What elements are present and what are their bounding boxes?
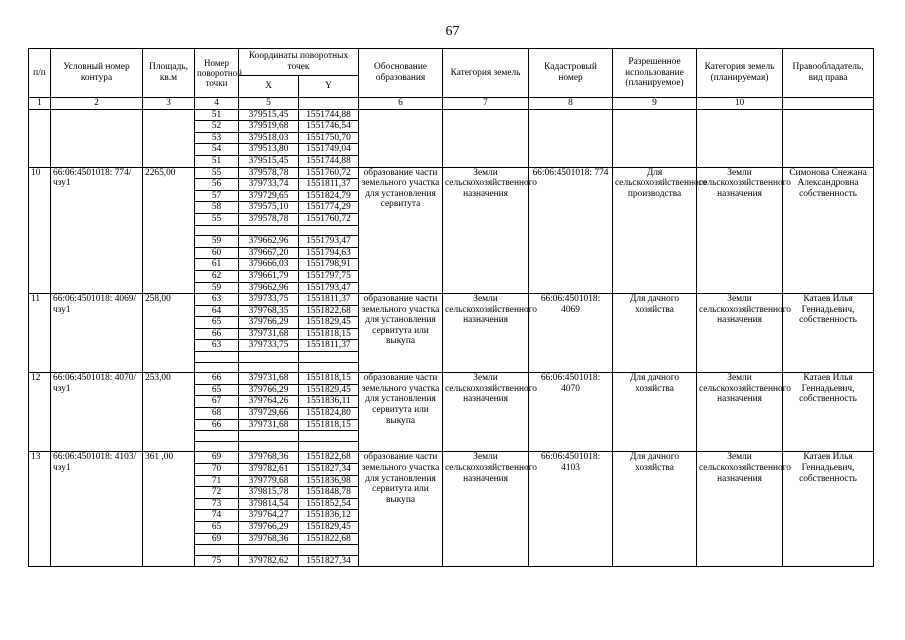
point-number-cell: 72 <box>195 487 239 499</box>
header-coordinates: Координаты поворотных точек <box>239 49 359 76</box>
header-area: Площадь, кв.м <box>143 49 195 98</box>
point-number-cell: 69 <box>195 533 239 545</box>
column-number: 2 <box>51 98 143 110</box>
coord-x-cell: 379575,10 <box>239 202 299 214</box>
point-number-cell: 70 <box>195 464 239 476</box>
point-number-cell: 51 <box>195 109 239 121</box>
coord-x-cell <box>239 545 299 556</box>
point-number-cell <box>195 225 239 236</box>
point-number-cell: 60 <box>195 247 239 259</box>
permitted-use-cell: Для сельскохозяйственного производства <box>613 167 697 294</box>
table-row <box>29 294 874 306</box>
basis-cell: образование части земельного участка для установления сервитута <box>359 167 443 294</box>
coord-y-cell: 1551818,15 <box>299 419 359 431</box>
coord-y-cell: 1551760,72 <box>299 167 359 179</box>
point-number-cell: 64 <box>195 305 239 317</box>
coord-y-cell: 1551829,45 <box>299 521 359 533</box>
coord-y-cell: 1551852,54 <box>299 498 359 510</box>
coord-x-cell: 379667,20 <box>239 247 299 259</box>
point-number-cell <box>195 362 239 373</box>
coord-x-cell: 379578,78 <box>239 213 299 225</box>
area-cell: 253,00 <box>143 373 195 452</box>
point-number-cell: 65 <box>195 521 239 533</box>
coord-x-cell: 379515,45 <box>239 109 299 121</box>
point-number-cell <box>195 431 239 442</box>
coord-x-cell: 379764,27 <box>239 510 299 522</box>
coord-y-cell: 1551750,70 <box>299 132 359 144</box>
coord-y-cell: 1551811,37 <box>299 294 359 306</box>
column-number: 6 <box>359 98 443 110</box>
owner-cell: Катаев Илья Геннадьевич, собственность <box>783 294 874 373</box>
coord-y-cell: 1551836,98 <box>299 475 359 487</box>
point-number-cell: 66 <box>195 328 239 340</box>
point-number-cell: 63 <box>195 294 239 306</box>
coord-y-cell: 1551818,15 <box>299 328 359 340</box>
coord-y-cell: 1551818,15 <box>299 373 359 385</box>
column-number: 7 <box>443 98 529 110</box>
coord-x-cell: 379782,61 <box>239 464 299 476</box>
contour-cell: 66:06:4501018: 4069/чзу1 <box>51 294 143 373</box>
permitted-use-cell <box>613 109 697 167</box>
coord-x-cell: 379766,29 <box>239 317 299 329</box>
land-category-cell <box>443 109 529 167</box>
row-number-cell: 13 <box>29 452 51 567</box>
coord-y-cell: 1551749,04 <box>299 144 359 156</box>
point-number-cell: 55 <box>195 167 239 179</box>
point-number-cell: 59 <box>195 282 239 294</box>
coord-x-cell <box>239 441 299 452</box>
point-number-cell: 55 <box>195 213 239 225</box>
point-number-cell: 66 <box>195 373 239 385</box>
point-number-cell: 66 <box>195 419 239 431</box>
coord-y-cell: 1551798,91 <box>299 259 359 271</box>
owner-cell: Катаев Илья Геннадьевич, собственность <box>783 373 874 452</box>
contour-cell: 66:06:4501018: 4070/чзу1 <box>51 373 143 452</box>
coord-y-cell: 1551744,88 <box>299 155 359 167</box>
coord-y-cell: 1551824,79 <box>299 190 359 202</box>
coord-x-cell: 379662,96 <box>239 282 299 294</box>
table-header <box>29 49 874 98</box>
row-number-cell: 11 <box>29 294 51 373</box>
area-cell: 361 ,00 <box>143 452 195 567</box>
coord-y-cell <box>299 352 359 363</box>
cadastral-number-cell: 66:06:4501018: 4069 <box>529 294 613 373</box>
land-category-cell: Земли сельскохозяйственного назначения <box>443 167 529 294</box>
point-number-cell <box>195 352 239 363</box>
column-number: 3 <box>143 98 195 110</box>
permitted-use-cell: Для дачного хозяйства <box>613 294 697 373</box>
area-cell: 258,00 <box>143 294 195 373</box>
header-land-category: Категория земель <box>443 49 529 98</box>
coord-x-cell: 379733,75 <box>239 340 299 352</box>
header-owner: Правообладатель, вид права <box>783 49 874 98</box>
land-category-cell: Земли сельскохозяйственного назначения <box>443 373 529 452</box>
header-point-number: Номер поворотной точки <box>195 49 239 98</box>
coord-x-cell <box>239 225 299 236</box>
basis-cell: образование части земельного участка для установления сервитута или выкупа <box>359 373 443 452</box>
coord-x-cell: 379662,96 <box>239 236 299 248</box>
coord-y-cell <box>299 441 359 452</box>
table-row <box>29 109 874 121</box>
planned-category-cell <box>697 109 783 167</box>
coord-x-cell: 379768,36 <box>239 452 299 464</box>
coord-y-cell: 1551827,34 <box>299 464 359 476</box>
header-pp: п/п <box>29 49 51 98</box>
coord-x-cell: 379814,54 <box>239 498 299 510</box>
coord-x-cell: 379766,29 <box>239 521 299 533</box>
column-number-row <box>29 98 874 110</box>
coord-x-cell: 379729,65 <box>239 190 299 202</box>
coord-x-cell: 379779,68 <box>239 475 299 487</box>
coord-y-cell: 1551822,68 <box>299 305 359 317</box>
cadastral-number-cell: 66:06:4501018: 4103 <box>529 452 613 567</box>
coord-x-cell: 379768,35 <box>239 305 299 317</box>
point-number-cell: 56 <box>195 179 239 191</box>
header-permitted-use: Разрешенное использование (планируемое) <box>613 49 697 98</box>
table-row <box>29 373 874 385</box>
area-cell <box>143 109 195 167</box>
coord-x-cell: 379519,68 <box>239 121 299 133</box>
coord-y-cell: 1551793,47 <box>299 236 359 248</box>
coord-y-cell: 1551848,78 <box>299 487 359 499</box>
basis-cell: образование части земельного участка для установления сервитута или выкупа <box>359 294 443 373</box>
row-number-cell: 10 <box>29 167 51 294</box>
coord-y-cell: 1551824,80 <box>299 408 359 420</box>
header-basis: Обоснование образования <box>359 49 443 98</box>
coord-y-cell: 1551774,29 <box>299 202 359 214</box>
area-cell: 2265,00 <box>143 167 195 294</box>
coord-x-cell: 379768,36 <box>239 533 299 545</box>
column-number: 4 <box>195 98 239 110</box>
point-number-cell: 61 <box>195 259 239 271</box>
column-number: 1 <box>29 98 51 110</box>
point-number-cell: 54 <box>195 144 239 156</box>
coord-x-cell: 379666,03 <box>239 259 299 271</box>
planned-category-cell: Земли сельскохозяйственного назначения <box>697 167 783 294</box>
column-number <box>783 98 874 110</box>
point-number-cell: 59 <box>195 236 239 248</box>
column-number: 9 <box>613 98 697 110</box>
point-number-cell: 63 <box>195 340 239 352</box>
column-number: 5 <box>239 98 299 110</box>
point-number-cell: 68 <box>195 408 239 420</box>
table-row <box>29 452 874 464</box>
column-number: 10 <box>697 98 783 110</box>
coord-x-cell: 379731,68 <box>239 373 299 385</box>
table-body <box>29 98 874 567</box>
coord-x-cell: 379764,26 <box>239 396 299 408</box>
basis-cell <box>359 109 443 167</box>
point-number-cell: 71 <box>195 475 239 487</box>
coord-x-cell: 379733,75 <box>239 294 299 306</box>
header-y: Y <box>299 76 359 98</box>
table-row <box>29 167 874 179</box>
contour-cell: 66:06:4501018: 4103/чзу1 <box>51 452 143 567</box>
coord-y-cell: 1551794,63 <box>299 247 359 259</box>
coord-x-cell: 379661,79 <box>239 270 299 282</box>
coord-x-cell: 379766,29 <box>239 384 299 396</box>
coord-x-cell: 379513,80 <box>239 144 299 156</box>
point-number-cell: 62 <box>195 270 239 282</box>
coord-y-cell: 1551829,45 <box>299 317 359 329</box>
header-contour: Условный номер контура <box>51 49 143 98</box>
coord-y-cell: 1551822,68 <box>299 452 359 464</box>
point-number-cell: 73 <box>195 498 239 510</box>
coord-x-cell <box>239 431 299 442</box>
header-planned-category: Категория земель (планируемая) <box>697 49 783 98</box>
coord-y-cell <box>299 431 359 442</box>
owner-cell <box>783 109 874 167</box>
point-number-cell: 52 <box>195 121 239 133</box>
coord-x-cell <box>239 352 299 363</box>
coord-y-cell: 1551829,45 <box>299 384 359 396</box>
coord-x-cell: 379815,78 <box>239 487 299 499</box>
land-category-cell: Земли сельскохозяйственного назначения <box>443 294 529 373</box>
point-number-cell: 74 <box>195 510 239 522</box>
coord-y-cell: 1551811,37 <box>299 340 359 352</box>
column-number <box>299 98 359 110</box>
point-number-cell: 65 <box>195 384 239 396</box>
header-cadastral-number: Кадастровый номер <box>529 49 613 98</box>
coord-y-cell: 1551746,54 <box>299 121 359 133</box>
column-number: 8 <box>529 98 613 110</box>
cadastral-number-cell: 66:06:4501018: 4070 <box>529 373 613 452</box>
header-x: X <box>239 76 299 98</box>
coord-y-cell: 1551822,68 <box>299 533 359 545</box>
coord-y-cell <box>299 225 359 236</box>
coord-y-cell <box>299 545 359 556</box>
point-number-cell <box>195 441 239 452</box>
coord-x-cell: 379578,78 <box>239 167 299 179</box>
coord-x-cell: 379731,68 <box>239 419 299 431</box>
permitted-use-cell: Для дачного хозяйства <box>613 373 697 452</box>
coord-x-cell <box>239 362 299 373</box>
planned-category-cell: Земли сельскохозяйственного назначения <box>697 373 783 452</box>
permitted-use-cell: Для дачного хозяйства <box>613 452 697 567</box>
coord-y-cell: 1551836,11 <box>299 396 359 408</box>
coord-y-cell: 1551793,47 <box>299 282 359 294</box>
point-number-cell: 57 <box>195 190 239 202</box>
land-parcel-table <box>28 48 874 567</box>
contour-cell <box>51 109 143 167</box>
coord-y-cell: 1551827,34 <box>299 555 359 567</box>
coord-y-cell <box>299 362 359 373</box>
coord-y-cell: 1551744,88 <box>299 109 359 121</box>
cadastral-number-cell: 66:06:4501018: 774 <box>529 167 613 294</box>
coord-y-cell: 1551797,75 <box>299 270 359 282</box>
owner-cell: Симонова Снежана Александровна собственность <box>783 167 874 294</box>
point-number-cell: 58 <box>195 202 239 214</box>
coord-x-cell: 379782,62 <box>239 555 299 567</box>
coord-x-cell: 379518,03 <box>239 132 299 144</box>
page-number: 67 <box>445 24 460 39</box>
point-number-cell <box>195 545 239 556</box>
planned-category-cell: Земли сельскохозяйственного назначения <box>697 294 783 373</box>
point-number-cell: 67 <box>195 396 239 408</box>
cadastral-number-cell <box>529 109 613 167</box>
owner-cell: Катаев Илья Геннадьевич, собственность <box>783 452 874 567</box>
point-number-cell: 51 <box>195 155 239 167</box>
coord-x-cell: 379731,68 <box>239 328 299 340</box>
coord-x-cell: 379729,66 <box>239 408 299 420</box>
coord-x-cell: 379515,45 <box>239 155 299 167</box>
point-number-cell: 65 <box>195 317 239 329</box>
coord-y-cell: 1551760,72 <box>299 213 359 225</box>
row-number-cell: 12 <box>29 373 51 452</box>
coord-x-cell: 379733,74 <box>239 179 299 191</box>
land-category-cell: Земли сельскохозяйственного назначения <box>443 452 529 567</box>
basis-cell: образование части земельного участка для установления сервитута или выкупа <box>359 452 443 567</box>
point-number-cell: 53 <box>195 132 239 144</box>
coord-y-cell: 1551836,12 <box>299 510 359 522</box>
point-number-cell: 75 <box>195 555 239 567</box>
coord-y-cell: 1551811,37 <box>299 179 359 191</box>
contour-cell: 66:06:4501018: 774/чзу1 <box>51 167 143 294</box>
planned-category-cell: Земли сельскохозяйственного назначения <box>697 452 783 567</box>
point-number-cell: 69 <box>195 452 239 464</box>
row-number-cell <box>29 109 51 167</box>
